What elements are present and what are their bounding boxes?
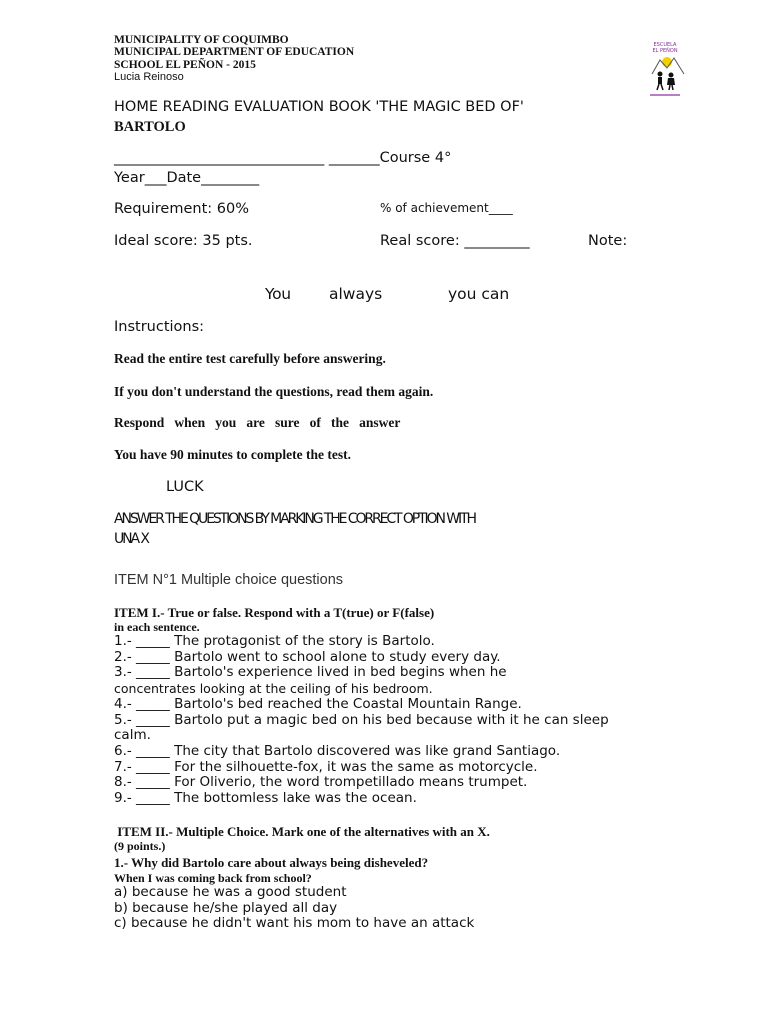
logo-children-icon — [657, 72, 675, 91]
item-n1-heading: ITEM N°1 Multiple choice questions — [114, 572, 344, 588]
motto-always: always — [329, 285, 383, 303]
list-item: calm. — [114, 727, 151, 744]
title-line1: HOME READING EVALUATION BOOK 'THE MAGIC BED OF' — [114, 99, 524, 115]
header-author: Lucia Reinoso — [114, 71, 184, 83]
answer-instruction-line2: UNA X — [114, 531, 148, 547]
name-course-line: _____________________________ _______Course 4° — [114, 150, 452, 166]
question-1: 1.- Why did Bartolo care about always being disheveled? — [114, 855, 429, 870]
achievement: % of achievement____ — [380, 201, 513, 215]
luck: LUCK — [166, 479, 204, 495]
option-b: b) because he/she played all day — [114, 899, 338, 916]
instruction-item: Respond when you are sure of the answer — [114, 415, 401, 430]
question-1-sub: When I was coming back from school? — [114, 871, 312, 885]
true-false-list — [114, 634, 609, 807]
list-item: 8.- _____ For Oliverio, the word trompetillado means trumpet. — [114, 774, 528, 791]
option-a: a) because he was a good student — [114, 884, 347, 900]
options-list — [114, 885, 474, 932]
note: Note: — [588, 233, 628, 249]
item2-heading-line1: ITEM II.- Multiple Choice. Mark one of the alternatives with an X. — [114, 824, 490, 839]
motto-you-can: you can — [448, 285, 510, 303]
list-item: 4.- _____ Bartolo's bed reached the Coastal Mountain Range. — [114, 695, 522, 712]
list-item: 3.- _____ Bartolo's experience lived in bed begins when he — [114, 664, 507, 681]
header-municipality: MUNICIPALITY OF COQUIMBO — [114, 34, 289, 46]
real-score: Real score: _________ — [380, 233, 530, 249]
list-item: 5.- _____ Bartolo put a magic bed on his bed because with it he can sleep — [114, 711, 609, 728]
instruction-item: You have 90 minutes to complete the test. — [114, 447, 351, 462]
title-line2: BARTOLO — [114, 119, 186, 135]
instruction-item: If you don't understand the questions, read them again. — [114, 384, 434, 399]
year-date-line: Year___Date________ — [114, 170, 260, 186]
header-school: SCHOOL EL PEÑON - 2015 — [114, 59, 256, 71]
item2-heading-line2: (9 points.) — [114, 839, 166, 853]
logo-text-top: ESCUELA — [653, 42, 677, 48]
list-item: 2.- _____ Bartolo went to school alone to study every day. — [114, 648, 501, 665]
instructions-heading: Instructions: — [114, 319, 205, 335]
requirement: Requirement: 60% — [114, 201, 249, 217]
item1-heading-line2: in each sentence. — [114, 620, 200, 634]
instruction-item: Read the entire test carefully before answering. — [114, 351, 386, 366]
header-department: MUNICIPAL DEPARTMENT OF EDUCATION — [114, 46, 355, 58]
logo-sun-icon — [662, 57, 672, 67]
motto-you: You — [265, 285, 291, 303]
answer-instruction-line1: ANSWER THE QUESTIONS BY MARKING THE CORRECT OPTION WITH — [114, 511, 475, 527]
logo-text-mid: EL PEÑON — [652, 48, 678, 54]
list-item: 7.- _____ For the silhouette-fox, it was the same as motorcycle. — [114, 758, 538, 775]
option-c: c) because he didn't want his mom to have an attack — [114, 915, 475, 932]
school-logo — [640, 40, 690, 100]
list-item: 6.- _____ The city that Bartolo discovered was like grand Santiago. — [114, 742, 561, 759]
list-item: 9.- _____ The bottomless lake was the ocean. — [114, 790, 417, 807]
list-item: 1.- _____ The protagonist of the story is Bartolo. — [114, 633, 435, 649]
item1-heading-line1: ITEM I.- True or false. Respond with a T(true) or F(false) — [114, 605, 435, 620]
list-item: concentrates looking at the ceiling of his bedroom. — [114, 681, 433, 697]
ideal-score: Ideal score: 35 pts. — [114, 233, 253, 249]
